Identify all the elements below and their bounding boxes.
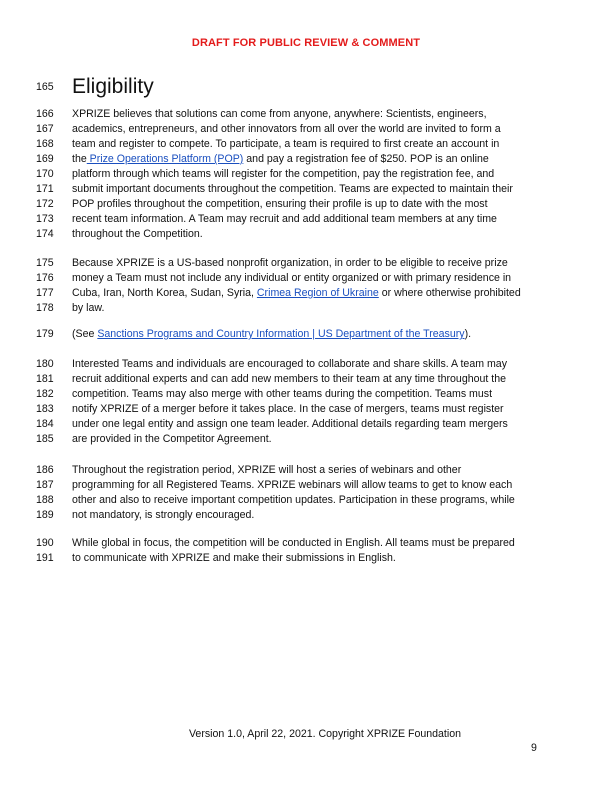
line-number: 169 [36,153,54,165]
body-line: to communicate with XPRIZE and make their submissions in English. [72,552,396,564]
body-text: or where otherwise prohibited [378,287,521,299]
body-line: by law. [72,302,105,314]
body-line: recruit additional experts and can add new members to their team at any time throughout the [72,373,506,385]
body-line: submit important documents throughout the competition. Teams are expected to maintain their [72,183,513,195]
line-number: 175 [36,257,54,269]
body-line: under one legal entity and assign one team leader. Additional details regarding team mergers [72,418,508,430]
body-line: Interested Teams and individuals are encouraged to collaborate and share skills. A team may [72,358,507,370]
body-line [72,327,471,342]
body-line: not mandatory, is strongly encouraged. [72,509,255,521]
body-line: programming for all Registered Teams. XPRIZE webinars will allow teams to get to know each [72,479,513,491]
line-number: 168 [36,138,54,150]
line-number: 178 [36,302,54,314]
body-line: Throughout the registration period, XPRIZE will host a series of webinars and other [72,464,462,476]
body-line: are provided in the Competitor Agreement. [72,433,272,445]
body-text: the [72,153,87,165]
line-number: 186 [36,464,54,476]
line-number: 170 [36,168,54,180]
body-line: recent team information. A Team may recruit and add additional team members at any time [72,213,497,225]
body-line [72,286,521,301]
line-number: 177 [36,287,54,299]
line-number: 172 [36,198,54,210]
body-line: Because XPRIZE is a US-based nonprofit organization, in order to be eligible to receive prize [72,257,508,269]
line-number: 165 [36,81,54,93]
line-number: 173 [36,213,54,225]
body-line: team and register to compete. To participate, a team is required to first create an account in [72,138,500,150]
line-number: 184 [36,418,54,430]
line-number: 176 [36,272,54,284]
body-line: POP profiles throughout the competition, ensuring their profile is up to date with the most [72,198,488,210]
body-text: (See [72,328,98,340]
line-number: 190 [36,537,54,549]
body-line: notify XPRIZE of a merger before it takes place. In the case of mergers, teams must register [72,403,504,415]
line-number: 191 [36,552,54,564]
line-number: 171 [36,183,54,195]
body-line: throughout the Competition. [72,228,203,240]
line-number: 187 [36,479,54,491]
line-number: 180 [36,358,54,370]
line-number: 166 [36,108,54,120]
body-text: and pay a registration fee of $250. POP is an online [243,153,489,165]
body-line: platform through which teams will register for the competition, pay the registration fee, and [72,168,495,180]
line-number: 179 [36,328,54,340]
sanctions-link[interactable]: Sanctions Programs and Country Information | US Department of the Treasury [97,328,465,340]
body-line [72,152,489,167]
line-number: 182 [36,388,54,400]
body-line: competition. Teams may also merge with other teams during the competition. Teams must [72,388,493,400]
line-number: 181 [36,373,54,385]
line-number: 167 [36,123,54,135]
body-text: Cuba, Iran, North Korea, Sudan, Syria, [72,287,257,299]
body-text: ). [464,328,472,340]
section-heading: Eligibility [72,75,154,98]
crimea-link[interactable]: Crimea Region of Ukraine [256,287,379,299]
body-line: XPRIZE believes that solutions can come from anyone, anywhere: Scientists, engineers, [72,108,487,120]
body-line: While global in focus, the competition will be conducted in English. All teams must be prepared [72,537,515,549]
line-number: 189 [36,509,54,521]
line-number: 185 [36,433,54,445]
draft-banner: DRAFT FOR PUBLIC REVIEW & COMMENT [191,37,421,49]
line-number: 188 [36,494,54,506]
line-number: 174 [36,228,54,240]
body-line: academics, entrepreneurs, and other innovators from all over the world are invited to form a [72,123,501,135]
page-number: 9 [531,742,537,754]
body-line: other and also to receive important competition updates. Participation in these programs, while [72,494,515,506]
line-number: 183 [36,403,54,415]
pop-link[interactable]: Prize Operations Platform (POP) [86,153,244,165]
page-footer: Version 1.0, April 22, 2021. Copyright XPRIZE Foundation [188,728,462,740]
body-line: money a Team must not include any individual or entity organized or with primary residence in [72,272,512,284]
